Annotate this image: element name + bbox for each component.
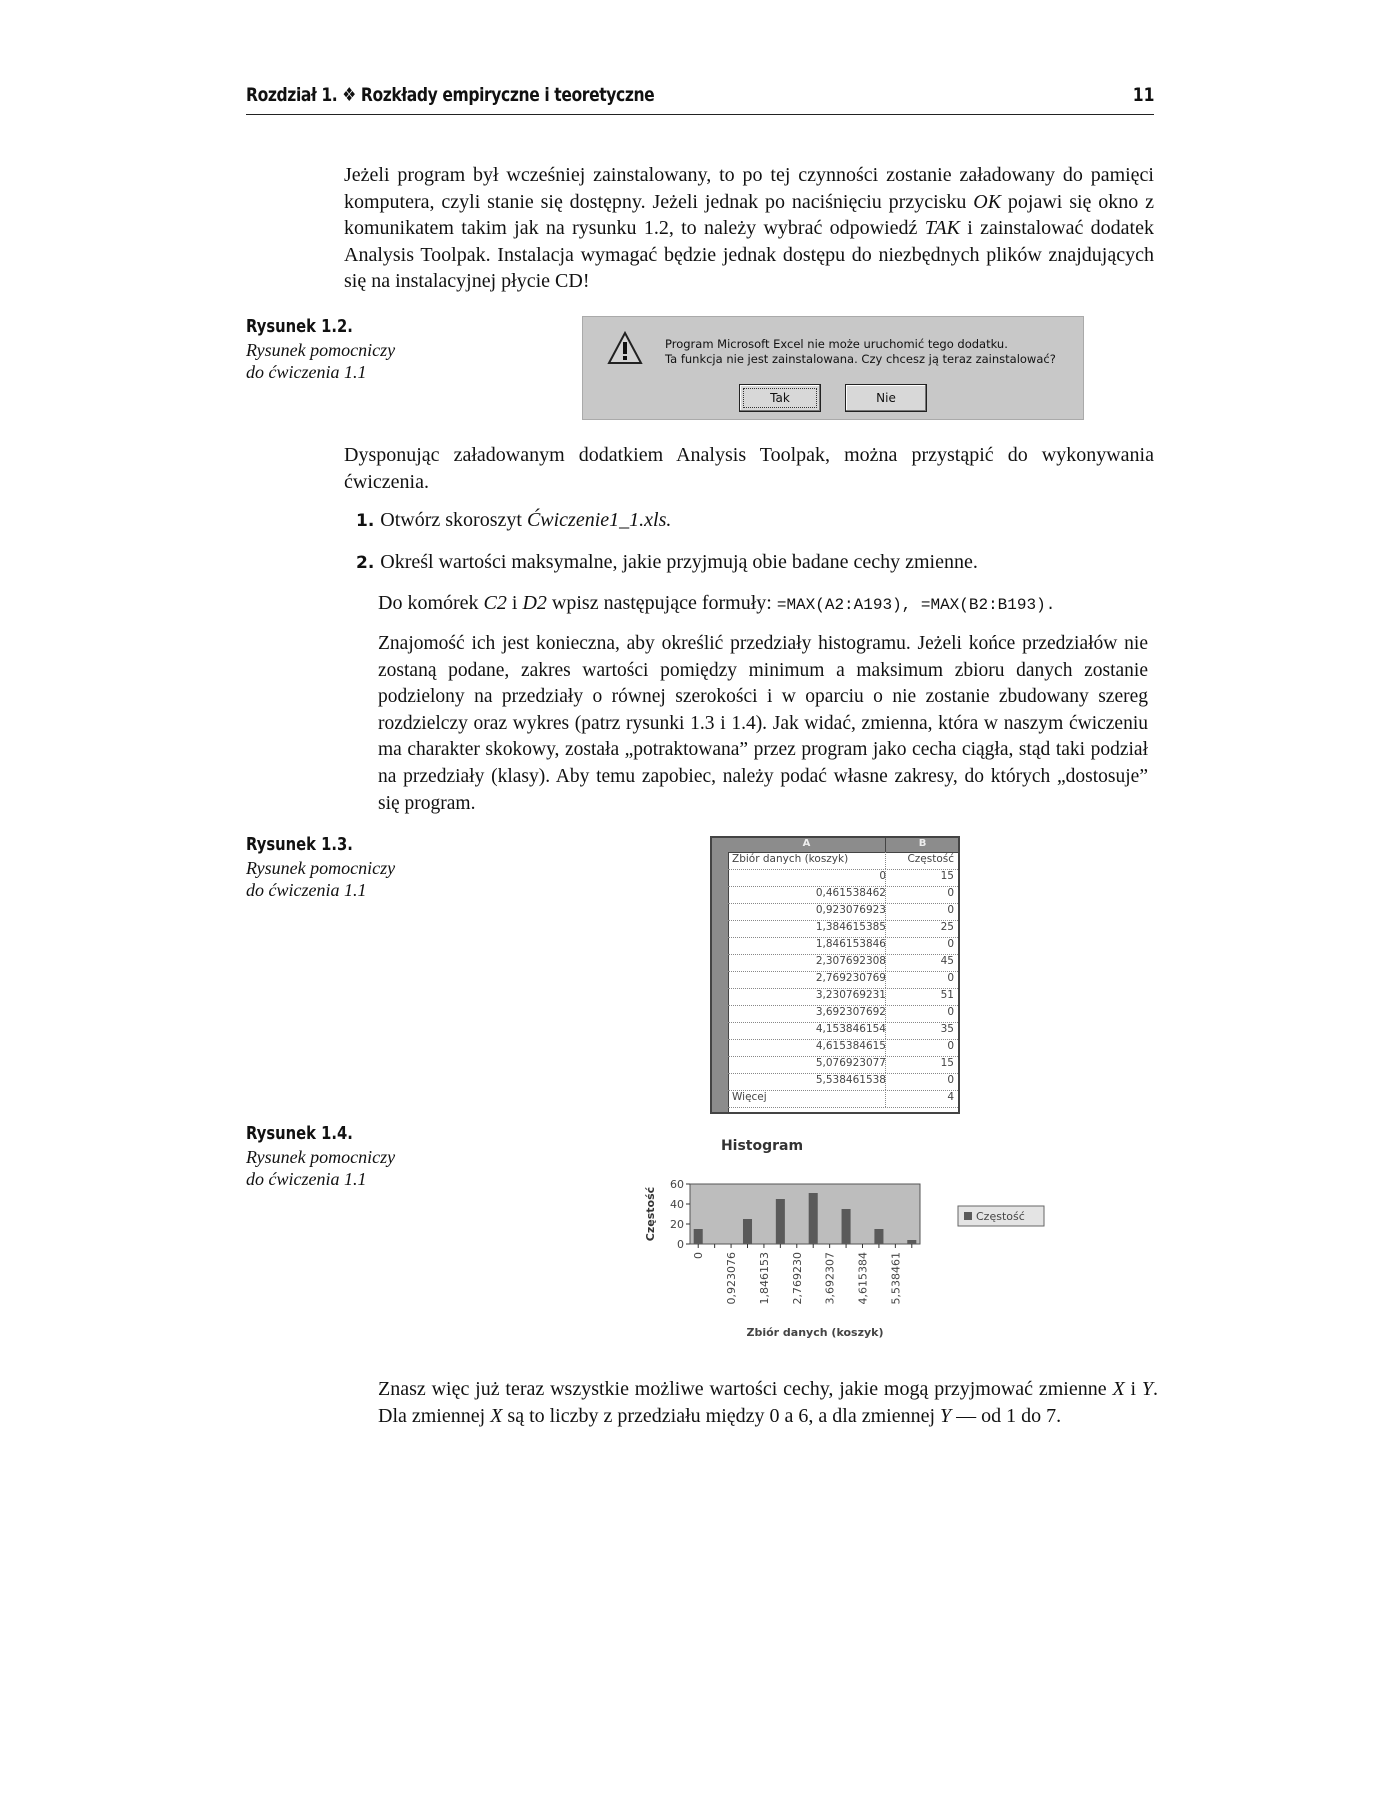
frequency-cell[interactable]: 51 — [940, 989, 954, 1001]
cell-ref: D2 — [522, 592, 547, 614]
column-a-header[interactable]: A — [802, 838, 811, 849]
frequency-cell[interactable]: 0 — [947, 1040, 954, 1052]
excel-dialog — [582, 316, 1084, 420]
frequency-cell[interactable]: 0 — [947, 904, 954, 916]
x-tick-label: 1,846153 — [757, 1252, 771, 1305]
bin-cell[interactable]: 0,461538462 — [815, 887, 886, 899]
table-row — [728, 988, 958, 1006]
row-header-bar — [712, 852, 729, 1112]
frequency-cell[interactable]: 0 — [947, 1006, 954, 1018]
chart-title: Histogram — [720, 1138, 804, 1154]
figure-caption-line: Rysunek pomocniczy — [246, 858, 396, 878]
y-tick-label: 40 — [670, 1198, 684, 1211]
bin-cell[interactable]: 5,538461538 — [815, 1074, 886, 1086]
paragraph-text: są to liczby z przedziału między 0 a 6, a dla zmiennej — [502, 1404, 941, 1427]
bin-cell[interactable]: 3,692307692 — [815, 1006, 886, 1018]
frequency-cell[interactable]: 15 — [940, 1057, 954, 1069]
workbook-name: Ćwiczenie1_1.xls. — [526, 509, 672, 531]
table-row — [728, 954, 958, 972]
bin-cell[interactable]: 4,153846154 — [815, 1023, 886, 1035]
figure-1-2-caption — [246, 316, 446, 383]
header-cell[interactable]: Częstość — [907, 853, 954, 865]
bin-cell[interactable]: 4,615384615 — [815, 1040, 886, 1052]
figure-1-4-caption — [246, 1123, 446, 1190]
figure-label: Rysunek 1.4. — [246, 1123, 353, 1144]
bin-cell[interactable]: 3,230769231 — [815, 989, 886, 1001]
y-tick-label: 60 — [670, 1178, 684, 1191]
y-tick-label: 20 — [670, 1218, 684, 1231]
paragraph-intro — [344, 162, 1154, 295]
figure-label: Rysunek 1.2. — [246, 316, 353, 337]
no-button[interactable]: Nie — [845, 384, 927, 412]
x-tick-label: 3,692307 — [823, 1252, 837, 1305]
x-tick-label: 0 — [692, 1252, 706, 1259]
paragraph-conclusion — [378, 1376, 1158, 1429]
paragraph-text: Jeżeli program był wcześniej zainstalowany, to po tej czynności zostanie załadowany do pamięci komputera, czyli stanie się dostępny. Jeżeli jednak po naciśnięciu przycisku — [344, 164, 1154, 213]
frequency-cell[interactable]: 0 — [947, 938, 954, 950]
header-cell[interactable]: Zbiór danych (koszyk) — [732, 853, 849, 865]
step-1 — [356, 507, 1146, 535]
y-axis-label: Częstość — [644, 1186, 657, 1242]
bin-cell[interactable]: 5,076923077 — [815, 1057, 886, 1069]
legend-label: Częstość — [976, 1210, 1025, 1223]
figure-caption-line: do ćwiczenia 1.1 — [246, 1169, 367, 1189]
table-row — [728, 1090, 958, 1108]
detail-text: i — [506, 592, 523, 614]
table-row — [728, 1022, 958, 1040]
bin-cell[interactable]: 1,846153846 — [815, 938, 886, 950]
frequency-cell[interactable]: 35 — [940, 1023, 954, 1035]
bin-cell[interactable]: Więcej — [732, 1091, 767, 1103]
column-b-header[interactable]: B — [885, 838, 959, 852]
bin-cell[interactable]: 0 — [879, 870, 886, 882]
table-row — [728, 920, 958, 938]
running-header — [246, 84, 1154, 115]
paragraph-text: Znasz więc już teraz wszystkie możliwe wartości cechy, jakie mogą przyjmować zmienne — [378, 1378, 1113, 1400]
frequency-cell[interactable]: 25 — [940, 921, 954, 933]
dialog-line: Ta funkcja nie jest zainstalowana. Czy chcesz ją teraz zainstalować? — [665, 352, 1056, 366]
dialog-line: Program Microsoft Excel nie może uruchomić tego dodatku. — [665, 337, 1008, 351]
table-row — [728, 971, 958, 989]
paragraph-text: i zainstalować dodatek Analysis Toolpak. Instalacja wymagać będzie jednak dostępu do niezbędnych plików znajdujących się na instalacyjnej płycie CD! — [344, 217, 1154, 293]
page-number: 11 — [1132, 84, 1154, 106]
paragraph-histogram: Znajomość ich jest konieczna, aby określić przedziały histogramu. Jeżeli końce przedziałów nie zostaną podane, zakres wartości pomiędzy minimum a maksimum zbioru danych zostanie podzielony na przedziały o równej szerokości i w oparciu o nie zostanie zbudowany szereg rozdzielczy oraz wykres (patrz rysunki 1.3 i 1.4). Jak widać, zmienna, która w naszym ćwiczeniu ma charakter skokowy, została „potraktowana” przez program jako cecha ciągła, stąd taki podział na przedziały (klasy). Aby temu zapobiec, należy podać własne zakresy, do których „dostosuje” się program. — [378, 633, 1148, 814]
histogram-bar — [842, 1209, 851, 1244]
variable-y: Y — [940, 1404, 952, 1427]
y-tick-label: 0 — [677, 1238, 684, 1251]
histogram-bar — [694, 1229, 703, 1244]
ok-term: OK — [973, 190, 1002, 213]
step-text: Otwórz skoroszyt — [380, 509, 527, 531]
figure-caption-line: do ćwiczenia 1.1 — [246, 362, 367, 382]
figure-caption-line: Rysunek pomocniczy — [246, 1147, 396, 1167]
histogram-bar — [776, 1199, 785, 1244]
histogram-bar — [874, 1229, 883, 1244]
variable-y: Y — [1141, 1378, 1153, 1400]
histogram-chart — [610, 1130, 1070, 1360]
bin-cell[interactable]: 2,769230769 — [815, 972, 886, 984]
step-number: 1. — [356, 511, 375, 531]
step-2 — [356, 549, 1146, 577]
frequency-cell[interactable]: 0 — [947, 972, 954, 984]
bin-cell[interactable]: 2,307692308 — [815, 955, 886, 967]
table-row — [728, 1005, 958, 1023]
tak-term: TAK — [924, 217, 960, 240]
x-tick-label: 0,923076 — [725, 1252, 739, 1305]
formulas: =MAX(A2:A193), =MAX(B2:B193). — [776, 596, 1056, 614]
legend-swatch — [964, 1212, 972, 1220]
x-axis-label: Zbiór danych (koszyk) — [746, 1326, 884, 1339]
table-row — [728, 903, 958, 921]
step-text: Określ wartości maksymalne, jakie przyjmują obie badane cechy zmienne. — [380, 551, 978, 573]
variable-x: X — [490, 1404, 503, 1427]
paragraph-text: i — [1124, 1378, 1142, 1400]
paragraph-toolpak: Dysponując załadowanym dodatkiem Analysis Toolpak, można przystąpić do wykonywania ćwiczenia. — [344, 444, 1154, 493]
yes-button[interactable]: Tak — [739, 384, 821, 412]
frequency-cell[interactable]: 0 — [947, 887, 954, 899]
table-header-row — [728, 852, 958, 870]
dialog-message — [665, 337, 1056, 367]
x-tick-label: 5,538461 — [889, 1252, 903, 1305]
chapter-title: Rozdział 1. ❖ Rozkłady empiryczne i teoretyczne — [246, 84, 655, 106]
figure-caption-line: Rysunek pomocniczy — [246, 340, 396, 360]
detail-text: wpisz następujące formuły: — [546, 592, 777, 614]
histogram-bar — [743, 1219, 752, 1244]
bin-cell[interactable]: 1,384615385 — [815, 921, 886, 933]
histogram-bar — [907, 1240, 916, 1244]
histogram-bar — [809, 1193, 818, 1244]
table-row — [728, 886, 958, 904]
detail-text: Do komórek — [378, 592, 484, 614]
variable-x: X — [1112, 1378, 1125, 1400]
table-row — [728, 869, 958, 887]
table-row — [728, 1073, 958, 1091]
figure-label: Rysunek 1.3. — [246, 834, 353, 855]
paragraph-text: — od 1 do 7. — [951, 1404, 1062, 1427]
warning-icon — [607, 331, 643, 365]
x-tick-label: 2,769230 — [790, 1252, 804, 1305]
bin-cell[interactable]: 0,923076923 — [815, 904, 886, 916]
paragraph-text: . Dla zmiennej — [378, 1378, 1158, 1427]
x-tick-label: 4,615384 — [856, 1252, 870, 1305]
frequency-cell[interactable]: 4 — [947, 1091, 954, 1103]
cell-ref: C2 — [483, 592, 507, 614]
paragraph-text: pojawi się okno z komunikatem takim jak na rysunku 1.2, to należy wybrać odpowiedź — [344, 190, 1155, 240]
plot-area — [690, 1184, 920, 1244]
frequency-cell[interactable]: 15 — [940, 870, 954, 882]
table-row — [728, 1056, 958, 1074]
spreadsheet — [710, 836, 960, 1114]
table-row — [728, 1039, 958, 1057]
step-number: 2. — [356, 553, 375, 573]
figure-caption-line: do ćwiczenia 1.1 — [246, 880, 367, 900]
step-2-detail — [378, 590, 1158, 619]
figure-1-3-caption — [246, 834, 446, 901]
frequency-cell[interactable]: 45 — [940, 955, 954, 967]
table-row — [728, 937, 958, 955]
frequency-cell[interactable]: 0 — [947, 1074, 954, 1086]
